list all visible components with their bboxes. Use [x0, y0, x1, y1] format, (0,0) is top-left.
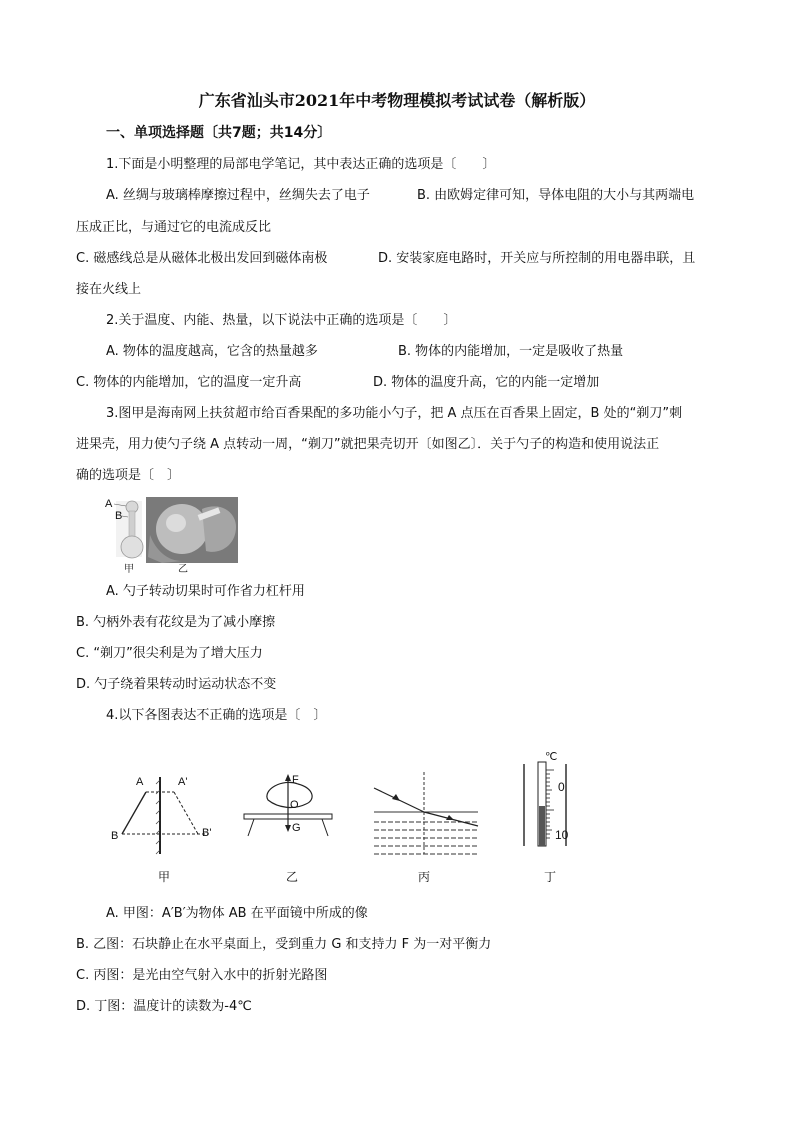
q1-option-b-line2: 压成正比，与通过它的电流成反比	[76, 220, 272, 235]
q3-stem-line2: 进果壳，用力使勺子绕 A 点转动一周，“剃刀”就把果壳切开〔如图乙〕．关于勺子的构造和使用说法正	[76, 437, 660, 452]
q3-option-b: B. 勺柄外表有花纹是为了减小摩擦	[76, 615, 276, 630]
q4-figure-mirror	[108, 772, 218, 882]
q1-option-b-line1: B. 由欧姆定律可知，导体电阻的大小与其两端电	[417, 188, 695, 203]
label-o: O	[290, 799, 299, 811]
section-heading: 一、单项选择题〔共7题；共14分〕	[106, 125, 332, 141]
stone-table-diagram	[238, 772, 338, 882]
label-a: A	[136, 776, 144, 788]
label-b: B	[111, 830, 119, 842]
caption-bing: 丙	[418, 870, 431, 884]
q3-option-a: A. 勺子转动切果时可作省力杠杆用	[106, 584, 305, 599]
page-title: 广东省汕头市2021年中考物理模拟考试试卷（解析版）	[198, 91, 596, 110]
q1-stem: 1.下面是小明整理的局部电学笔记，其中表达正确的选项是〔 〕	[106, 157, 496, 172]
q2-option-b: B. 物体的内能增加，一定是吸收了热量	[398, 344, 624, 359]
thermometer-diagram	[518, 750, 588, 886]
caption-ding: 丁	[544, 870, 557, 884]
q3-option-d: D. 勺子绕着果转动时运动状态不变	[76, 677, 277, 692]
label-b-prime: B'	[202, 827, 212, 839]
fig-caption-yi: 乙	[178, 564, 188, 575]
q3-option-c: C. “剃刀”很尖利是为了增大压力	[76, 646, 263, 661]
label-g: G	[292, 822, 301, 834]
q4-figure-refraction	[366, 768, 481, 882]
q1-option-c: C. 磁感线总是从磁体北极出发回到磁体南极	[76, 251, 328, 266]
q3-stem-line3: 确的选项是〔 〕	[76, 468, 181, 483]
q4-option-c: C. 丙图：是光由空气射入水中的折射光路图	[76, 968, 328, 983]
q4-option-a: A. 甲图：A′B′为物体 AB 在平面镜中所成的像	[106, 906, 368, 921]
caption-yi: 乙	[286, 870, 299, 884]
q4-option-b: B. 乙图：石块静止在水平桌面上，受到重力 G 和支持力 F 为一对平衡力	[76, 937, 492, 952]
q3-figure	[102, 495, 238, 573]
label-zero: 0	[558, 780, 565, 794]
q4-option-d: D. 丁图：温度计的读数为-4℃	[76, 999, 252, 1014]
spoon-fruit-illustration	[102, 495, 238, 573]
q4-figure-stone	[238, 772, 338, 882]
label-ten: 10	[555, 828, 569, 842]
label-a-prime: A'	[178, 776, 188, 788]
q1-option-d-line1: D. 安装家庭电路时，开关应与所控制的用电器串联，且	[378, 251, 696, 266]
label-celsius: ℃	[545, 751, 558, 763]
q4-figure-thermometer	[518, 750, 588, 886]
fig-caption-jia: 甲	[124, 564, 134, 575]
q2-option-d: D. 物体的温度升高，它的内能一定增加	[373, 375, 600, 390]
q3-stem-line1: 3.图甲是海南网上扶贫超市给百香果配的多功能小勺子，把 A 点压在百香果上固定，B 处的“剃刀”刺	[106, 406, 683, 421]
q2-option-a: A. 物体的温度越高，它含的热量越多	[106, 344, 318, 359]
fig-label-a: A	[105, 498, 113, 510]
refraction-diagram	[366, 768, 481, 882]
caption-jia: 甲	[158, 870, 171, 884]
q4-stem: 4.以下各图表达不正确的选项是〔 〕	[106, 708, 327, 723]
q1-option-d-line2: 接在火线上	[76, 282, 142, 297]
q2-option-c: C. 物体的内能增加，它的温度一定升高	[76, 375, 302, 390]
fig-label-b: B	[115, 510, 123, 522]
label-f: F	[292, 774, 299, 786]
q2-stem: 2.关于温度、内能、热量，以下说法中正确的选项是〔 〕	[106, 313, 457, 328]
q1-option-a: A. 丝绸与玻璃棒摩擦过程中，丝绸失去了电子	[106, 188, 370, 203]
